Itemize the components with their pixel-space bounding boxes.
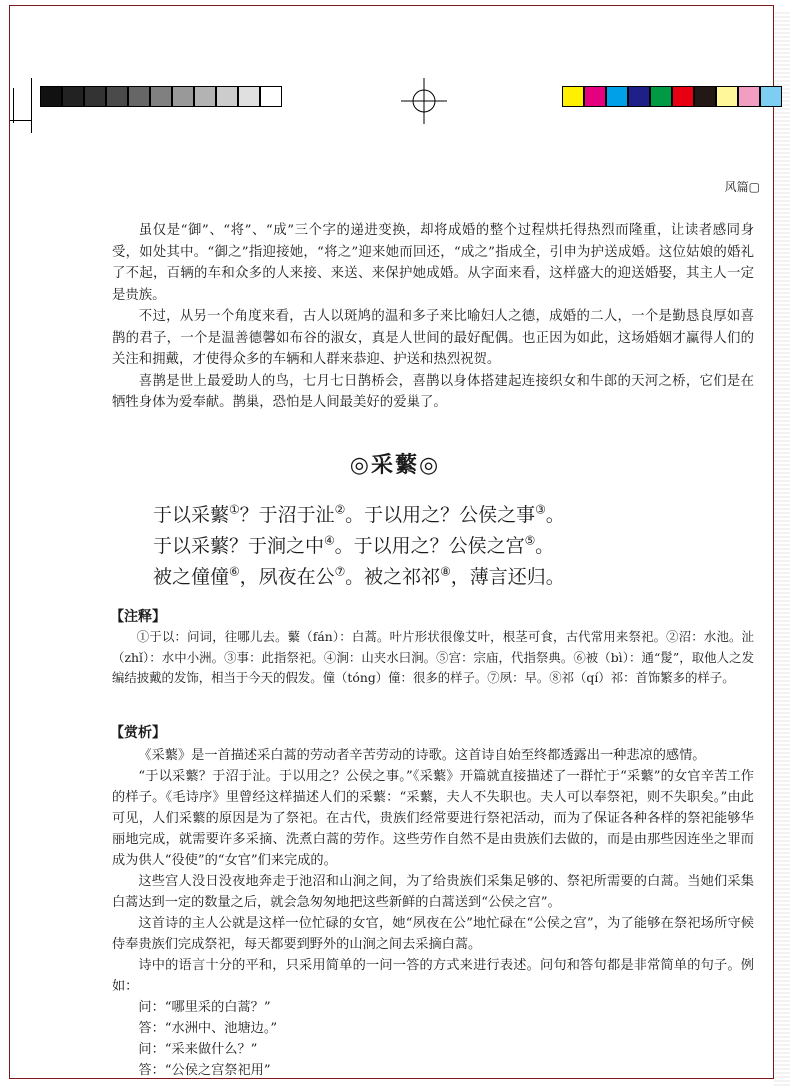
gray-swatch — [62, 86, 84, 107]
color-swatch — [628, 86, 650, 107]
process-color-bar — [562, 86, 782, 109]
poem-text: 。 — [535, 535, 555, 557]
color-swatch — [738, 86, 760, 107]
poem-text: ？于沼于沚 — [239, 504, 335, 526]
page-edge-texture — [774, 10, 790, 1086]
footnote-marker: ④ — [324, 533, 335, 548]
qa-line: 问：“哪里采的白蒿？” — [138, 1000, 271, 1015]
qa-line: 答：“水洲中、池塘边。” — [138, 1021, 278, 1036]
crop-mark — [31, 78, 32, 133]
poem-line — [153, 531, 565, 562]
poem-text: ，夙夜在公 — [239, 566, 335, 588]
footnote-marker: ② — [334, 502, 346, 517]
footnote-marker: ⑧ — [440, 564, 451, 579]
footnote-marker: ⑤ — [524, 533, 536, 548]
intro-text — [112, 220, 754, 414]
running-header: 风篇▢ — [724, 180, 760, 194]
poem-text: 于以采蘩？于涧之中 — [153, 535, 325, 557]
paragraph: ①于以：问词，往哪儿去。蘩（fán）：白蒿。叶片形状很像艾叶，根茎可食，古代常用来祭祀。②沼：水池。沚（zhǐ）：水中小洲。③事：此指祭祀。④涧：山夹水曰涧。⑤宫：宗庙，代指祭典。⑥被（bì）：通“髲”，取他人之发编结披戴的发饰，相当于今天的假发。僮（tóng）僮：很多的样子。⑦夙：早。⑧祁（qí）祁：首饰繁多的样子。 — [112, 629, 754, 685]
color-swatch — [606, 86, 628, 107]
poem-title: ◎采蘩◎ — [349, 452, 441, 478]
paragraph: 《采蘩》是一首描述采白蒿的劳动者辛苦劳动的诗歌。这首诗自始至终都透露出一种悲凉的感情。 — [138, 748, 706, 763]
paragraph: 不过，从另一个角度来看，古人以斑鸠的温和多子来比喻妇人之德，成婚的二人，一个是勤恳良厚如喜鹊的君子，一个是温善德馨如布谷的淑女，真是人世间的最好配偶。也正因为如此，这场婚姻才赢得人们的关注和拥戴，才使得众多的车辆和人群来恭迎、护送和热烈祝贺。 — [112, 309, 754, 367]
poem-text: 。于以用之？公侯之宫 — [334, 535, 525, 557]
poem-text: 于以采蘩 — [153, 504, 230, 526]
paragraph: 这些宫人没日没夜地奔走于池沼和山涧之间，为了给贵族们采集足够的、祭祀所需要的白蒿。当她们采集白蒿达到一定的数量之后，就会急匆匆地把这些新鲜的白蒿送到“公侯之宫”。 — [112, 874, 754, 910]
color-swatch — [584, 86, 606, 107]
color-swatch — [716, 86, 738, 107]
poem-text: 。 — [545, 504, 565, 526]
poem-text: 。于以用之？公侯之事 — [345, 504, 536, 526]
notes-text — [112, 627, 754, 689]
color-swatch — [672, 86, 694, 107]
gray-swatch — [128, 86, 150, 107]
color-swatch — [650, 86, 672, 107]
crop-mark — [13, 88, 14, 123]
paragraph: 这首诗的主人公就是这样一位忙碌的女官，她“夙夜在公”地忙碌在“公侯之宫”，为了能够在祭祀场所守候侍奉贵族们完成祭祀，每天都要到野外的山涧之间去采摘白蒿。 — [112, 916, 754, 952]
poem-text: ，薄言还归。 — [450, 566, 565, 588]
footnote-marker: ⑦ — [334, 564, 346, 579]
footnote-marker: ③ — [535, 502, 546, 517]
paragraph: 虽仅是“御”、“将”、“成”三个字的递进变换，却将成婚的整个过程烘托得热烈而隆重，让读者感同身受，如处其中。“御之”指迎接她，“将之”迎来她而回还，“成之”指成全，引申为护送成婚。这位姑娘的婚礼了不起，百辆的车和众多的人来接、来送、来保护她成婚。从字面来看，这样盛大的迎送婚娶，其主人一定是贵族。 — [112, 223, 754, 303]
gray-swatch — [194, 86, 216, 107]
poem-line — [153, 500, 565, 531]
analysis-text — [112, 745, 754, 1081]
footnote-marker: ⑥ — [229, 564, 240, 579]
paragraph: “于以采蘩？于沼于沚。于以用之？公侯之事。”《采蘩》开篇就直接描述了一群忙于“采蘩”的女官辛苦工作的样子。《毛诗序》里曾经这样描述人们的采蘩：“采蘩，夫人不失职也。夫人可以奉祭祀，则不失职矣。”由此可见，人们采蘩的原因是为了祭祀。在古代，贵族们经常要进行祭祀活动，而为了保证各种各样的祭祀能够华丽地完成，就需要许多采摘、洗煮白蒿的劳作。这些劳作自然不是由贵族们去做的，而是由那些因连坐之罪而成为供人“役使”的“女官”们来完成的。 — [112, 769, 754, 868]
gray-swatch — [238, 86, 260, 107]
registration-mark-icon — [401, 78, 447, 124]
gray-swatch — [106, 86, 128, 107]
footnote-marker: ① — [229, 502, 240, 517]
gray-swatch — [84, 86, 106, 107]
color-swatch — [562, 86, 584, 107]
gray-swatch — [40, 86, 62, 107]
gray-swatch — [150, 86, 172, 107]
gray-swatch — [260, 86, 282, 107]
poem-text: 。被之祁祁 — [345, 566, 441, 588]
gray-swatch — [172, 86, 194, 107]
qa-line: 答：“公侯之宫祭祀用” — [138, 1063, 271, 1078]
color-swatch — [760, 86, 782, 107]
paragraph: 喜鹊是世上最爱助人的鸟，七月七日鹊桥会，喜鹊以身体搭建起连接织女和牛郎的天河之桥，它们是在牺牲身体为爱奉献。鹊巢，恐怕是人间最美好的爱巢了。 — [112, 373, 754, 410]
poem-body — [153, 500, 565, 593]
paragraph: 诗中的语言十分的平和，只采用简单的一问一答的方式来进行表述。问句和答句都是非常简单的句子。例如： — [112, 958, 754, 994]
gray-swatch — [216, 86, 238, 107]
notes-heading: 【注释】 — [110, 609, 166, 625]
poem-text: 被之僮僮 — [153, 566, 230, 588]
grayscale-color-bar — [40, 86, 282, 109]
qa-line: 问：“采来做什么？” — [138, 1042, 258, 1057]
analysis-heading: 【赏析】 — [110, 725, 166, 741]
color-swatch — [694, 86, 716, 107]
poem-line — [153, 562, 565, 593]
